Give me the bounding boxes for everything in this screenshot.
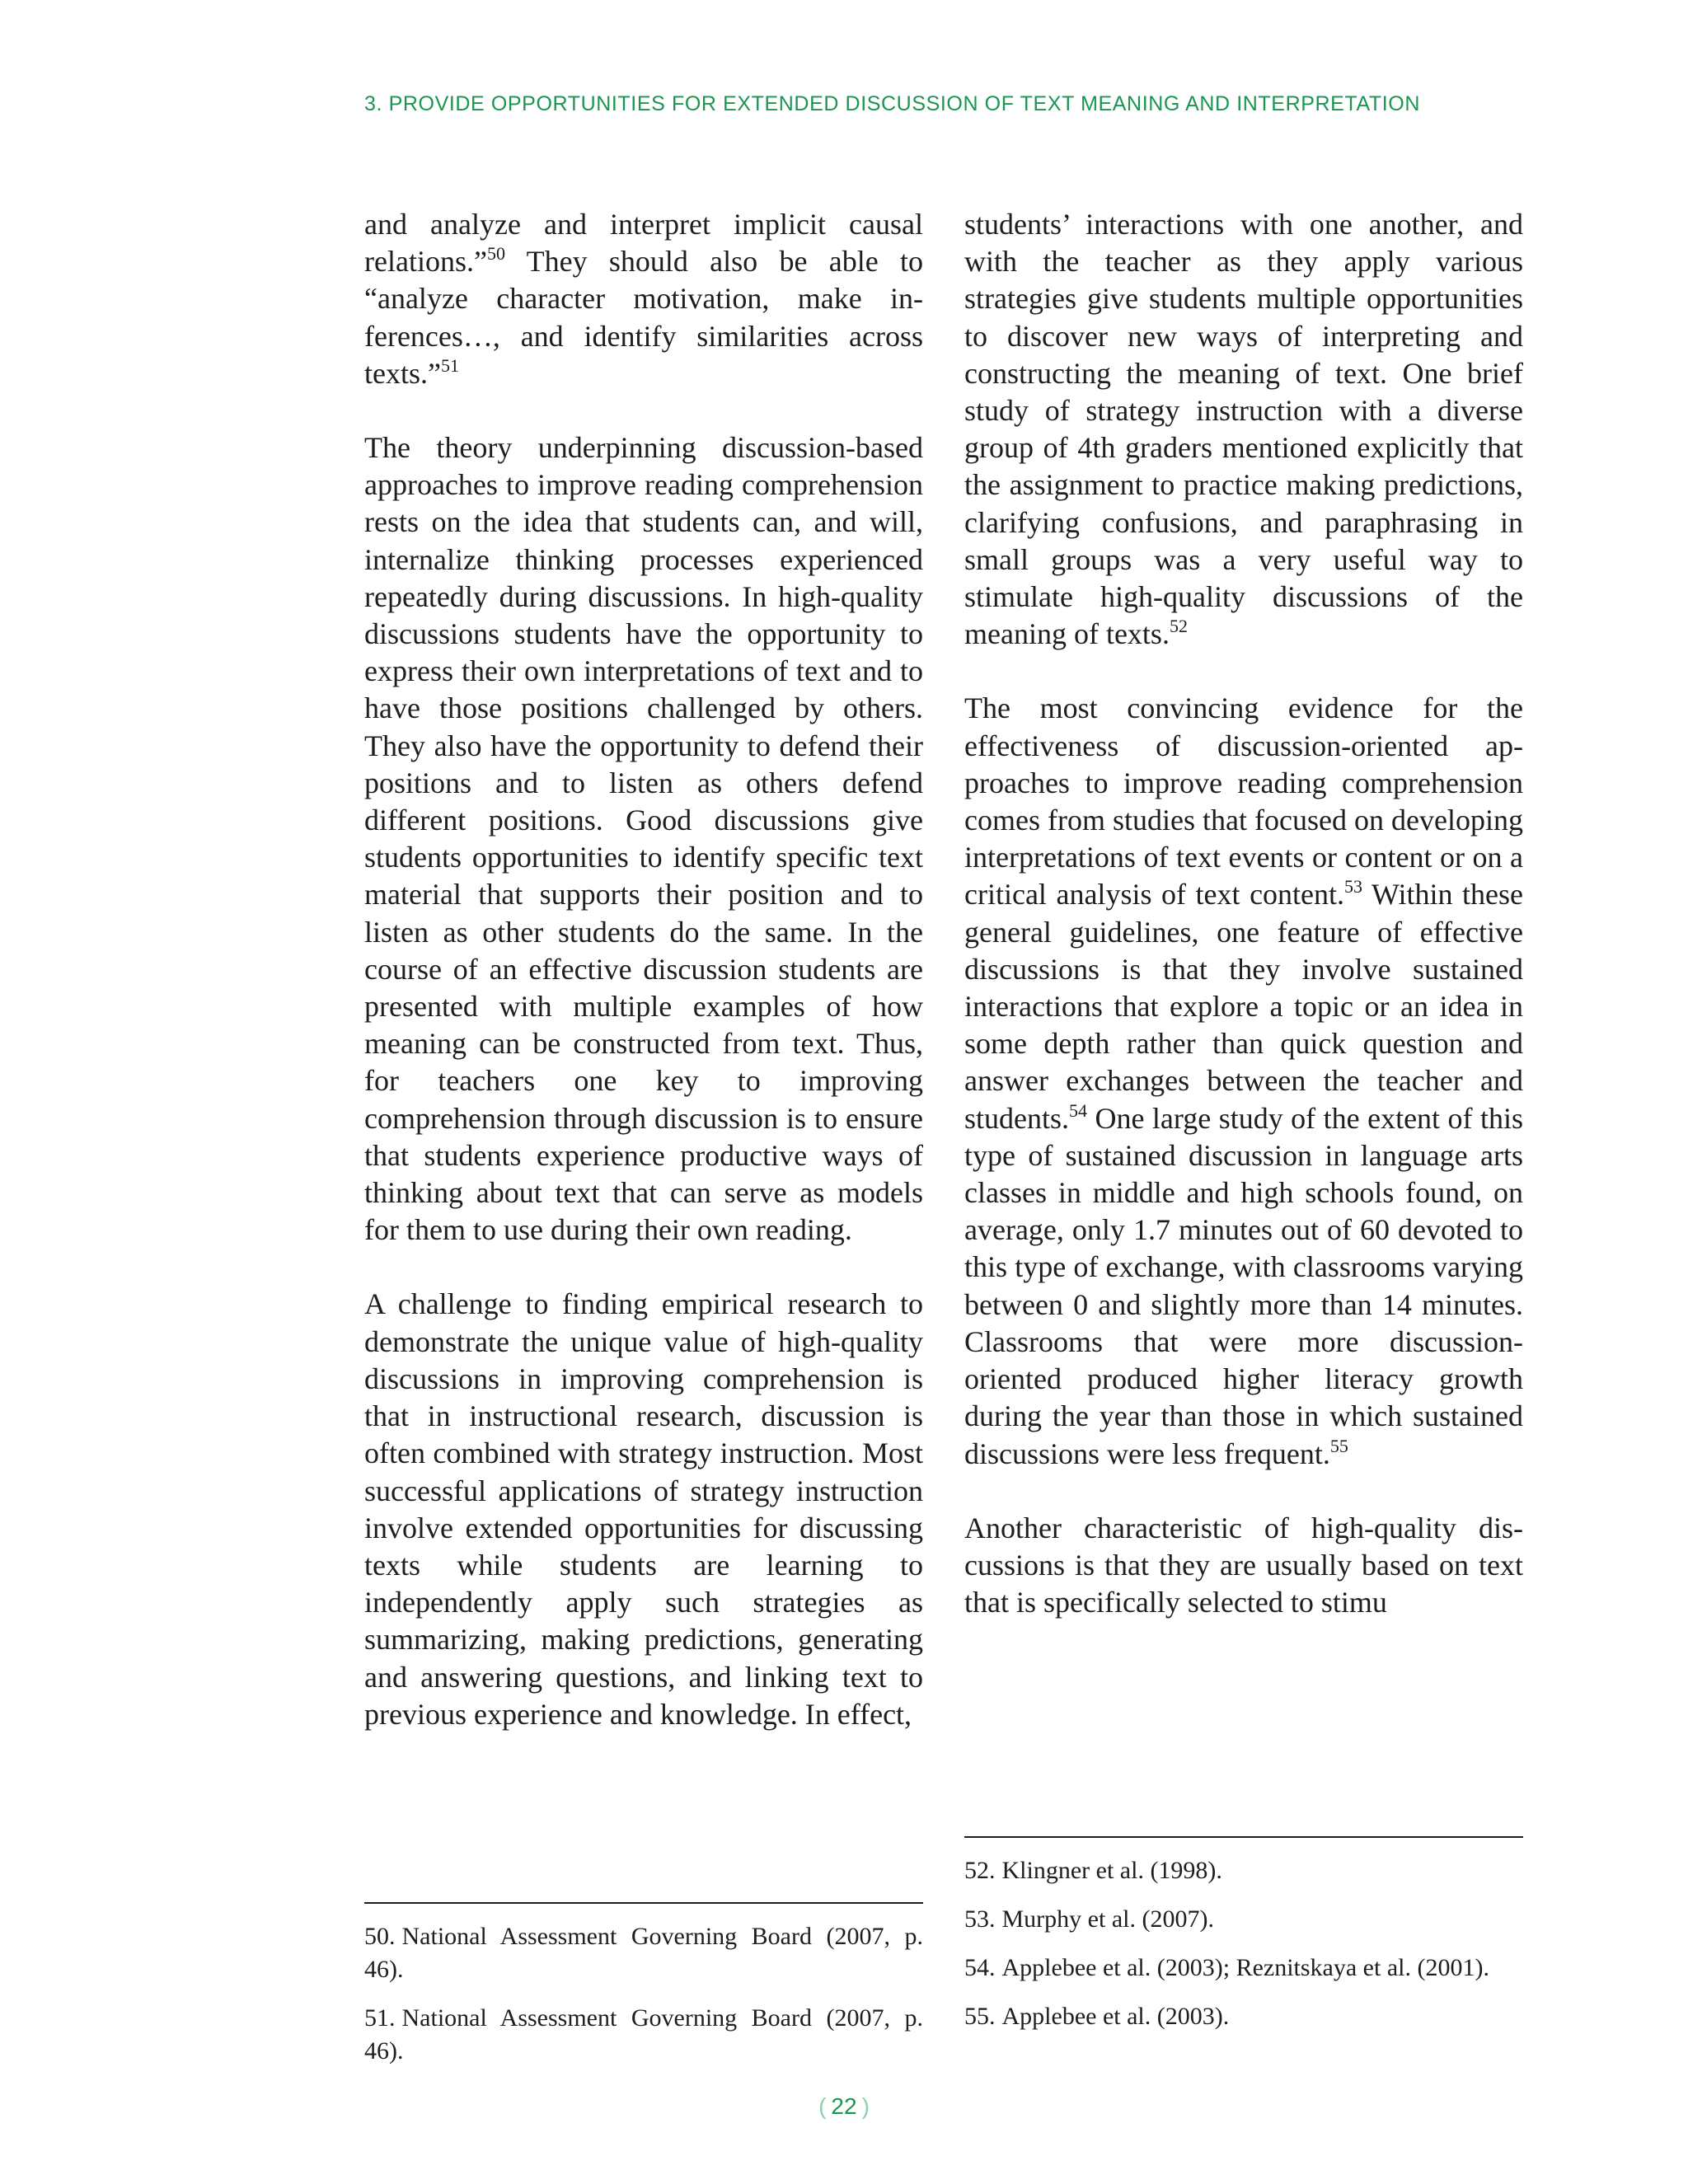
footnotes-left [364,1920,923,2083]
footnote-ref-53: 53 [1344,876,1363,898]
footnotes-right [964,1854,1523,2049]
footnote-number: 50. [364,1923,396,1950]
footnote-number: 55. [964,2003,996,2030]
left-paragraph-1 [364,206,923,392]
page-number-open-paren: ( [818,2093,827,2119]
footnote-ref-55: 55 [1329,1435,1348,1456]
footnote-50 [364,1920,923,1986]
footnote-text: Applebee et al. (2003); Reznitskaya et al. (2001). [1001,1954,1489,1981]
footnote-number: 51. [364,2004,396,2032]
text-run: students’ interactions with one another, and with the teacher as they apply various strategies give students multiple opportunities to discover new ways of interpreting and constructing the meaning of text. One brief study of strategy instruction with a diverse group of 4th graders mentioned explicitly that the assignment to practice making predictions, clarifying confusions, and paraphrasing in small groups was a very useful way to stimulate high-quality discussions of the meaning of texts. [964,208,1523,651]
text-run: One large study of the extent of this type of sustained discussion in language arts classes in middle and high schools found, on average, only 1.7 minutes out of 60 devoted to this type of exchange, with classrooms varying between 0 and slightly more than 14 minutes. Classrooms that were more discussion-oriented produced higher literacy growth during the year than those in which sustained discussions were less frequent. [964,1101,1523,1470]
right-paragraph-1 [964,206,1523,653]
footnote-ref-54: 54 [1069,1099,1088,1121]
text-run: They should also be able to “analyze character motivation, make inferences…, and identify similarities across texts.” [364,245,923,390]
left-paragraph-3: A challenge to finding empirical research to demonstrate the unique value of high-quality discussions in improving comprehension is that in instructional research, discussion is often combined with strategy instruction. Most successful applications of strategy instruction involve extended opportunities for discussing texts while students are learning to independently apply such strategies as summarizing, making predictions, generating and answering questions, and linking text to previous experience and knowledge. In effect, [364,1287,923,1731]
footnote-rule-right [964,1836,1523,1838]
footnote-text: National Assessment Governing Board (2007, p. 46). [364,2004,923,2064]
text-run: The most convincing evidence for the effectiveness of discussion-oriented approaches to improve reading comprehension comes from studies that focused on developing interpretations of text events or content or on a critical analysis of text content. [964,691,1523,912]
footnote-text: National Assessment Governing Board (2007, p. 46). [364,1923,923,1983]
footnote-text: Klingner et al. (1998). [1001,1857,1222,1884]
footnote-ref-52: 52 [1169,616,1188,637]
right-paragraph-2 [964,690,1523,1472]
left-column [364,206,923,1733]
footnote-52 [964,1854,1523,1887]
footnote-number: 52. [964,1857,996,1884]
footnote-53 [964,1903,1523,1936]
page-number [0,2093,1688,2120]
text-run: and analyze and interpret implicit causal relations.” [364,208,923,279]
page-number-value: 22 [831,2093,857,2119]
footnote-ref-50: 50 [486,243,505,265]
footnote-rule-left [364,1902,923,1904]
footnote-number: 54. [964,1954,996,1981]
page-number-close-paren: ) [861,2093,870,2119]
footnote-51 [364,2002,923,2068]
footnote-ref-51: 51 [440,354,459,376]
right-column [964,206,1523,1621]
text-run: Within these general guidelines, one feature of effective discussions is that they involve sustained interactions that explore a topic or an idea in some depth rather than quick question and answer exchanges between the teacher and students. [964,878,1523,1135]
left-paragraph-2: The theory underpinning discussion-based approaches to improve reading comprehension rests on the idea that students can, and will, internalize thinking processes experienced repeatedly during discussions. In high-quality discussions students have the opportunity to express their own interpretations of text and to have those positions challenged by others. They also have the opportunity to defend their positions and to listen as others defend different positions. Good discussions give students opportunities to identify specific text material that supports their position and to listen as other students do the same. In the course of an effective discussion students are presented with multiple examples of how meaning can be constructed from text. Thus, for teachers one key to improving comprehension through discussion is to ensure that students experience productive ways of thinking about text that can serve as models for them to use during their own reading. [364,431,923,1247]
right-paragraph-3: Another characteristic of high-quality discussions is that they are usually based on text that is specifically selected to stimu [964,1511,1523,1619]
footnote-number: 53. [964,1905,996,1933]
footnote-text: Applebee et al. (2003). [1001,2003,1230,2030]
running-head: 3. PROVIDE OPPORTUNITIES FOR EXTENDED DISCUSSION OF TEXT MEANING AND INTERPRETATION [364,92,1420,115]
footnote-54 [964,1952,1523,1985]
footnote-text: Murphy et al. (2007). [1001,1905,1214,1933]
footnote-55 [964,2000,1523,2033]
